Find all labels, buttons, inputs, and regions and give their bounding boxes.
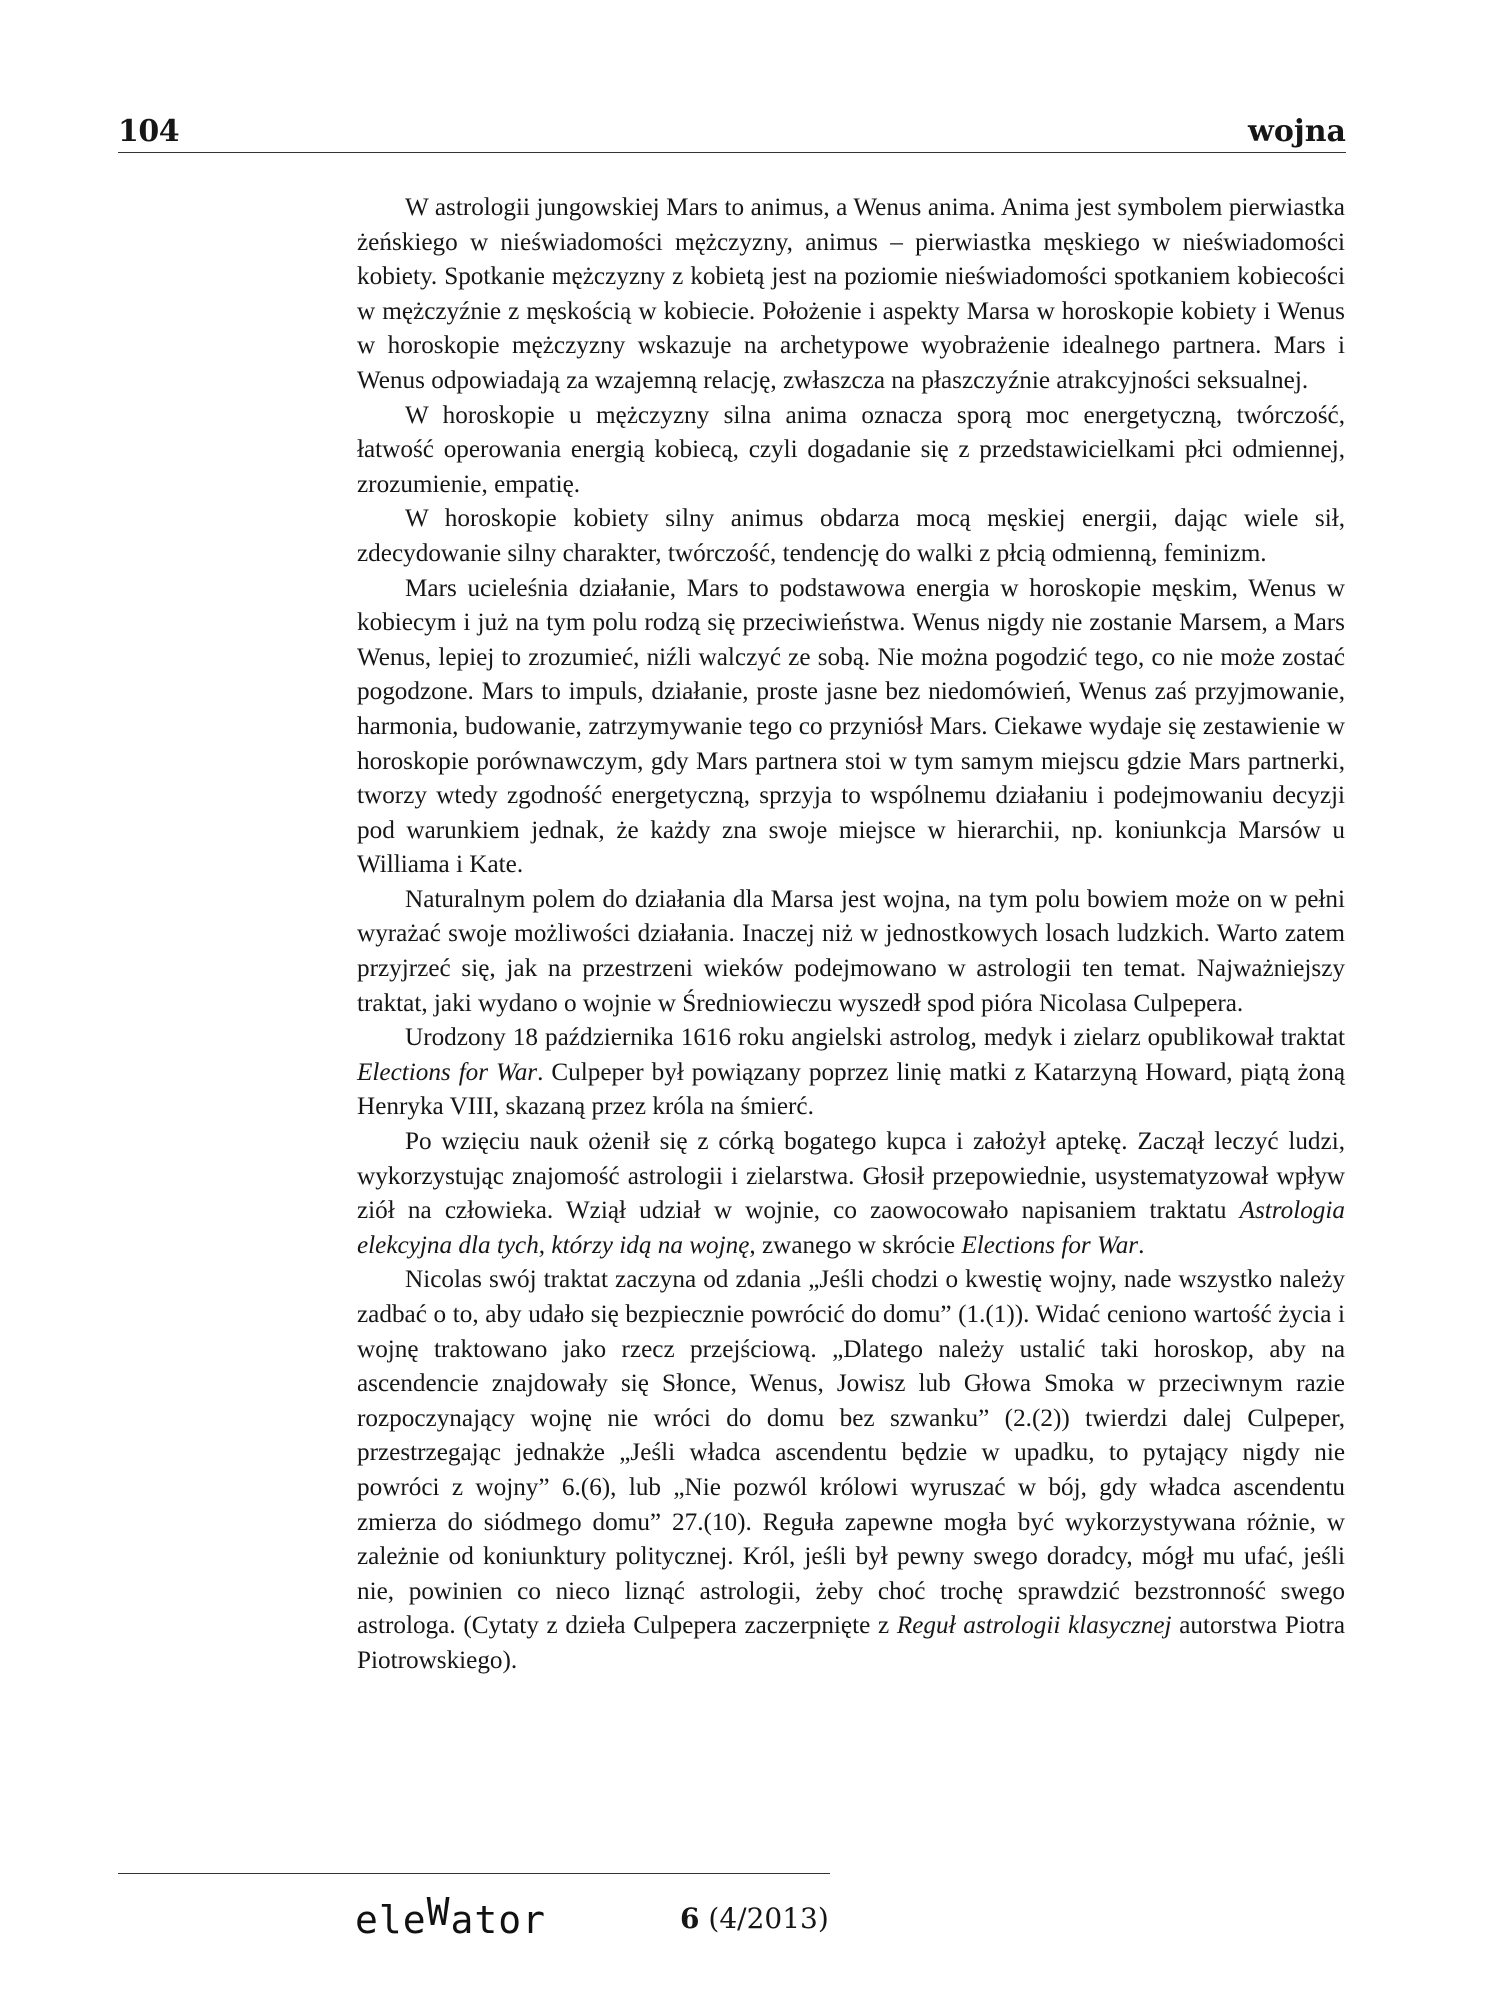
paragraph — [357, 572, 1345, 883]
italic-title: Reguł astrologii klasycznej — [896, 1612, 1172, 1640]
text-run: Nicolas swój traktat zaczyna od zdania „Jeśli chodzi o kwestię wojny, nade wszystko należy zadbać o to, aby udało się bezpiecznie powrócić do domu” (1.(1)). Widać ceniono wartość życia i wojnę traktowano jako rzecz przejściową. „Dlatego należy ustalić taki horoskop, aby na ascendencie znajdowały się Słonce, Wenus, Jowisz lub Głowa Smoka w przeciwnym razie rozpoczynający wojnę nie wróci do domu bez szwanku” (2.(2)) twierdzi dalej Culpeper, przestrzegając jednakże „Jeśli władca ascendentu będzie w upadku, to pytający nigdy nie powróci z wojny” 6.(6), lub „Nie pozwól królowi wyruszać w bój, gdy władca ascendentu zmierza do siódmego domu” 27.(10). Reguła zapewne mogła być wykorzystywana różnie, w zależnie od koniunktury politycznej. Król, jeśli był pewny swego doradcy, mógł mu ufać, jeśli nie, powinien co nieco liznąć astrologii, żeby choć trochę sprawdzić bezstronność swego astrologa. (Cytaty z dzieła Culpepera zaczerpnięte z — [357, 1266, 1345, 1640]
issue-number — [680, 1902, 829, 1935]
italic-title: Astrologia elekcyjna dla tych, którzy idą na wojnę — [357, 1197, 1345, 1259]
text-run: Urodzony 18 października 1616 roku angielski astrolog, medyk i zielarz opublikował traktat — [405, 1024, 1345, 1052]
text-run: W astrologii jungowskiej Mars to animus, a Wenus anima. Anima jest symbolem pierwiastka żeńskiego w nieświadomości mężczyzny, animus – pierwiastka męskiego w nieświadomości kobiety. Spotkanie mężczyzny z kobietą jest na poziomie nieświadomości spotkaniem kobiecości w mężczyźnie z męskością w kobiecie. Położenie i aspekty Marsa w horoskopie kobiety i Wenus w horoskopie mężczyzny wskazuje na archetypowe wyobrażenie idealnego partnera. Mars i Wenus odpowiadają za wzajemną relację, zwłaszcza na płaszczyźnie atrakcyjności seksualnej. — [357, 194, 1345, 394]
section-title: wojna — [1248, 114, 1346, 149]
page-header — [118, 112, 1346, 153]
page-number: 104 — [118, 114, 180, 149]
text-run: Po wzięciu nauk ożenił się z córką bogatego kupca i założył aptekę. Zaczął leczyć ludzi, wykorzystując znajomość astrologii i zielarstwa. Głosił przepowiednie, usystematyzował wpływ ziół na człowieka. Wziął udział w wojnie, co zaowocowało napisaniem traktatu — [357, 1128, 1345, 1225]
paragraph — [357, 502, 1345, 571]
issue-number-detail: (4/2013) — [708, 1902, 829, 1935]
issue-number-main: 6 — [680, 1902, 700, 1935]
italic-title: Elections for War — [961, 1231, 1139, 1259]
text-run: Mars ucieleśnia działanie, Mars to podstawowa energia w horoskopie męskim, Wenus w kobiecym i już na tym polu rodzą się przeciwieństwa. Wenus nigdy nie zostanie Marsem, a Mars Wenus, lepiej to zrozumieć, niźli walczyć ze sobą. Nie można pogodzić tego, co nie może zostać pogodzone. Mars to impuls, działanie, proste jasne bez niedomówień, Wenus zaś przyjmowanie, harmonia, budowanie, zatrzymywanie tego co przyniósł Mars. Ciekawe wydaje się zestawienie w horoskopie porównawczym, gdy Mars partnera stoi w tym samym miejscu gdzie Mars partnerki, tworzy wtedy zgodność energetyczną, sprzyja to wspólnemu działaniu i podejmowaniu decyzji pod warunkiem jednak, że każdy zna swoje miejsce w hierarchii, np. koniunkcja Marsów u Williama i Kate. — [357, 574, 1345, 879]
paragraph — [357, 191, 1345, 399]
text-run: . — [1138, 1231, 1145, 1259]
text-run: Naturalnym polem do działania dla Marsa jest wojna, na tym polu bowiem może on w pełni wyrażać swoje możliwości działania. Inaczej niż w jednostkowych losach ludzkich. Warto zatem przyjrzeć się, jak na przestrzeni wieków podejmowano w astrologii ten temat. Najważniejszy traktat, jaki wydano o wojnie w Średniowieczu wyszedł spod pióra Nicolasa Culpepera. — [357, 885, 1345, 1017]
text-run: , zwanego w skrócie — [749, 1231, 962, 1259]
paragraph — [357, 399, 1345, 503]
text-run: . Culpeper był powiązany poprzez linię matki z Katarzyną Howard, piątą żoną Henryka VIII, skazaną przez króla na śmierć. — [357, 1058, 1346, 1121]
text-run: W horoskopie kobiety silny animus obdarza mocą męskiej energii, dając wiele sił, zdecydowanie silny charakter, twórczość, tendencję do walki z płcią odmienną, feminizm. — [357, 505, 1345, 567]
italic-title: Elections for War — [357, 1058, 538, 1086]
text-run: autorstwa Piotra Piotrowskiego). — [357, 1612, 1346, 1674]
paragraph — [357, 1263, 1345, 1678]
article-body — [357, 191, 1345, 1679]
magazine-logo: eleWator — [355, 1890, 547, 1942]
paragraph — [357, 1021, 1345, 1125]
paragraph — [357, 883, 1345, 1021]
footer-divider — [118, 1873, 830, 1874]
text-run: W horoskopie u mężczyzny silna anima oznacza sporą moc energetyczną, twórczość, łatwość operowania energią kobiecą, czyli dogadanie się z przedstawicielkami płci odmiennej, zrozumienie, empatię. — [357, 401, 1345, 498]
paragraph — [357, 1125, 1345, 1263]
